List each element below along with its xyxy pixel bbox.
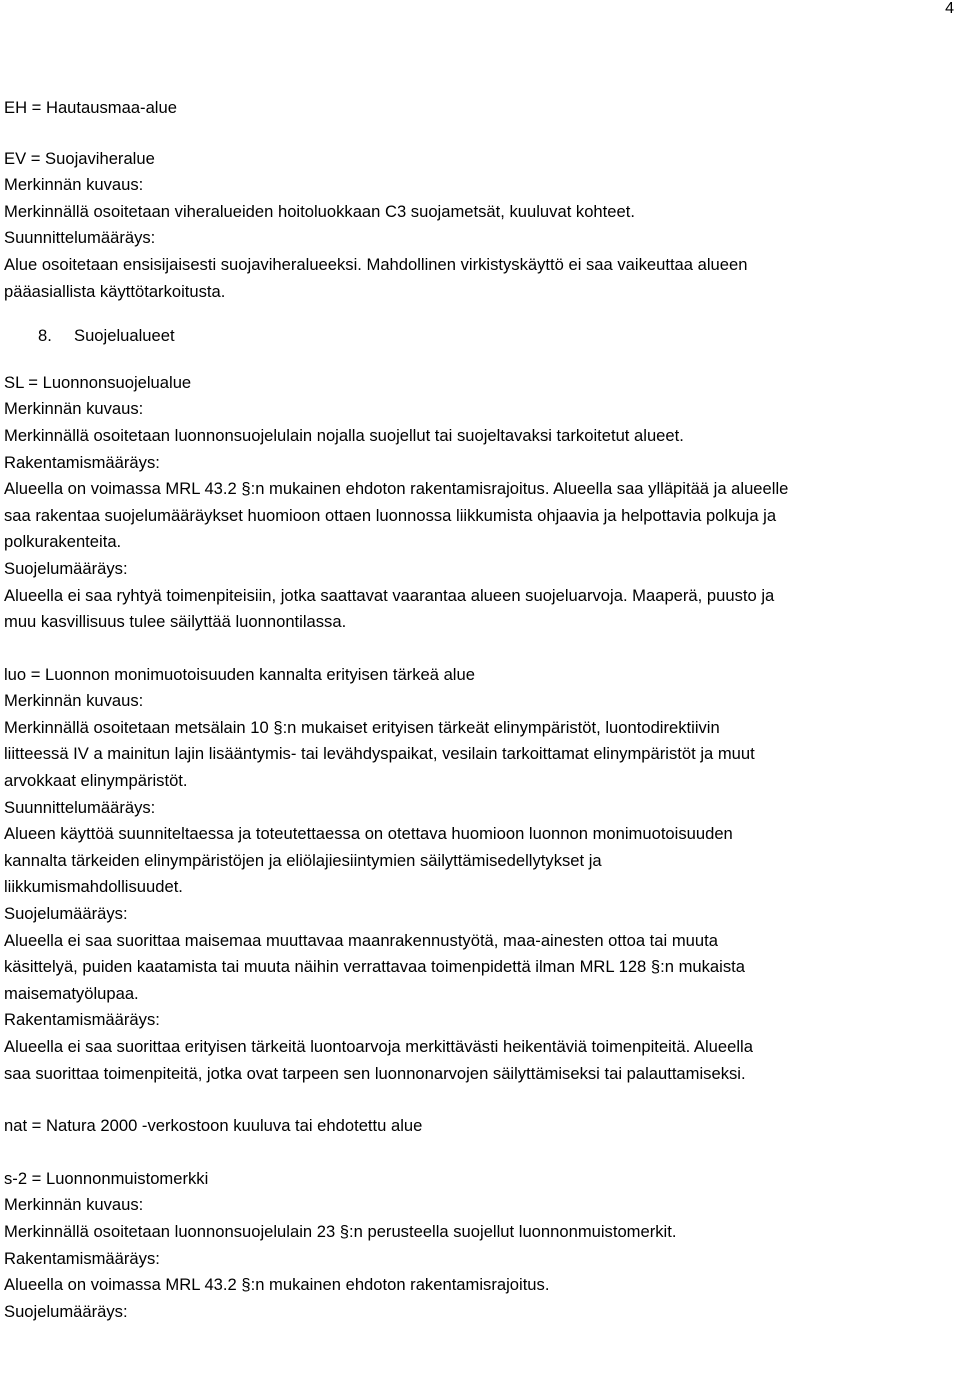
s2-prot-label: Suojelumääräys: <box>4 1301 128 1321</box>
ev-plan-label: Suunnittelumääräys: <box>4 228 156 248</box>
sl-build-label: Rakentamismääräys: <box>4 452 160 472</box>
luo-build-text-2: saa suorittaa toimenpiteitä, jotka ovat tarpeen sen luonnonarvojen säilyttämiseksi tai palauttamiseksi. <box>4 1063 746 1083</box>
luo-prot-label: Suojelumääräys: <box>4 904 128 924</box>
ev-desc-label: Merkinnän kuvaus: <box>4 175 144 195</box>
document-body <box>4 95 954 1325</box>
luo-prot-text-3: maisematyölupaa. <box>4 983 139 1003</box>
s2-desc-text: Merkinnällä osoitetaan luonnonsuojelulain 23 §:n perusteella suojellut luonnonmuistomerkit. <box>4 1221 677 1241</box>
s2-build-text: Alueella on voimassa MRL 43.2 §:n mukainen ehdoton rakentamisrajoitus. <box>4 1275 550 1295</box>
luo-prot-text-2: käsittelyä, puiden kaatamista tai muuta näihin verrattavaa toimenpidettä ilman MRL 128 §:n mukaista <box>4 957 745 977</box>
luo-title: luo = Luonnon monimuotoisuuden kannalta erityisen tärkeä alue <box>4 664 475 684</box>
s2-build-label: Rakentamismääräys: <box>4 1248 160 1268</box>
sl-title: SL = Luonnonsuojelualue <box>4 372 192 392</box>
eh-title: EH = Hautausmaa-alue <box>4 98 177 117</box>
luo-build-label: Rakentamismääräys: <box>4 1010 160 1030</box>
luo-build-text-1: Alueella ei saa suorittaa erityisen tärkeitä luontoarvoja merkittävästi heikentäviä toimenpiteitä. Alueella <box>4 1037 753 1056</box>
ev-desc-text: Merkinnällä osoitetaan viheralueiden hoitoluokkaan C3 suojametsät, kuuluvat kohteet. <box>4 201 635 221</box>
sl-build-text-1: Alueella on voimassa MRL 43.2 §:n mukainen ehdoton rakentamisrajoitus. Alueella saa ylläpitää ja alueelle <box>4 479 789 499</box>
sl-prot-text-1: Alueella ei saa ryhtyä toimenpiteisiin, jotka saattavat vaarantaa alueen suojeluarvoja. Maaperä, puusto ja <box>4 585 775 605</box>
luo-prot-text-1: Alueella ei saa suorittaa maisemaa muuttavaa maanrakennustyötä, maa-ainesten ottoa tai muuta <box>4 930 718 950</box>
luo-desc-text-3: arvokkaat elinympäristöt. <box>4 771 188 791</box>
luo-desc-text-1: Merkinnällä osoitetaan metsälain 10 §:n mukaiset erityisen tärkeät elinympäristöt, luontodirektiivin <box>4 717 720 737</box>
ev-plan-text-2: pääasiallista käyttötarkoitusta. <box>4 281 226 301</box>
sl-build-text-2: saa rakentaa suojelumääräykset huomioon ottaen luonnossa liikkumista ohjaavia ja helpottavia polkuja ja <box>4 505 777 525</box>
luo-plan-text-1: Alueen käyttöä suunniteltaessa ja toteutettaessa on otettava huomioon luonnon monimuotoisuuden <box>4 824 733 844</box>
page-number: 4 <box>945 0 954 17</box>
nat-title: nat = Natura 2000 -verkostoon kuuluva tai ehdotettu alue <box>4 1116 423 1136</box>
sl-desc-text: Merkinnällä osoitetaan luonnonsuojelulain nojalla suojellut tai suojeltavaksi tarkoitetut alueet. <box>4 425 684 445</box>
section-title: Suojelualueet <box>74 326 175 346</box>
section-heading <box>4 323 954 350</box>
ev-plan-text-1: Alue osoitetaan ensisijaisesti suojaviheralueeksi. Mahdollinen virkistyskäyttö ei saa vaikeuttaa alueen <box>4 254 748 274</box>
s2-title: s-2 = Luonnonmuistomerkki <box>4 1168 209 1188</box>
section-number: 8. <box>38 326 52 346</box>
sl-prot-text-2: muu kasvillisuus tulee säilyttää luonnontilassa. <box>4 612 347 632</box>
sl-desc-label: Merkinnän kuvaus: <box>4 399 144 419</box>
ev-title: EV = Suojaviheralue <box>4 148 155 168</box>
sl-build-text-3: polkurakenteita. <box>4 532 122 552</box>
luo-desc-label: Merkinnän kuvaus: <box>4 691 144 711</box>
luo-plan-text-3: liikkumismahdollisuudet. <box>4 877 183 897</box>
luo-desc-text-2: liitteessä IV a mainitun lajin lisääntymis- tai levähdyspaikat, vesilain tarkoittamat elinympäristöt ja muut <box>4 744 755 764</box>
s2-desc-label: Merkinnän kuvaus: <box>4 1195 144 1215</box>
luo-plan-text-2: kannalta tärkeiden elinympäristöjen ja eliölajiesiintymien säilyttämisedellytykset ja <box>4 850 602 870</box>
sl-prot-label: Suojelumääräys: <box>4 558 128 578</box>
luo-plan-label: Suunnittelumääräys: <box>4 797 156 817</box>
